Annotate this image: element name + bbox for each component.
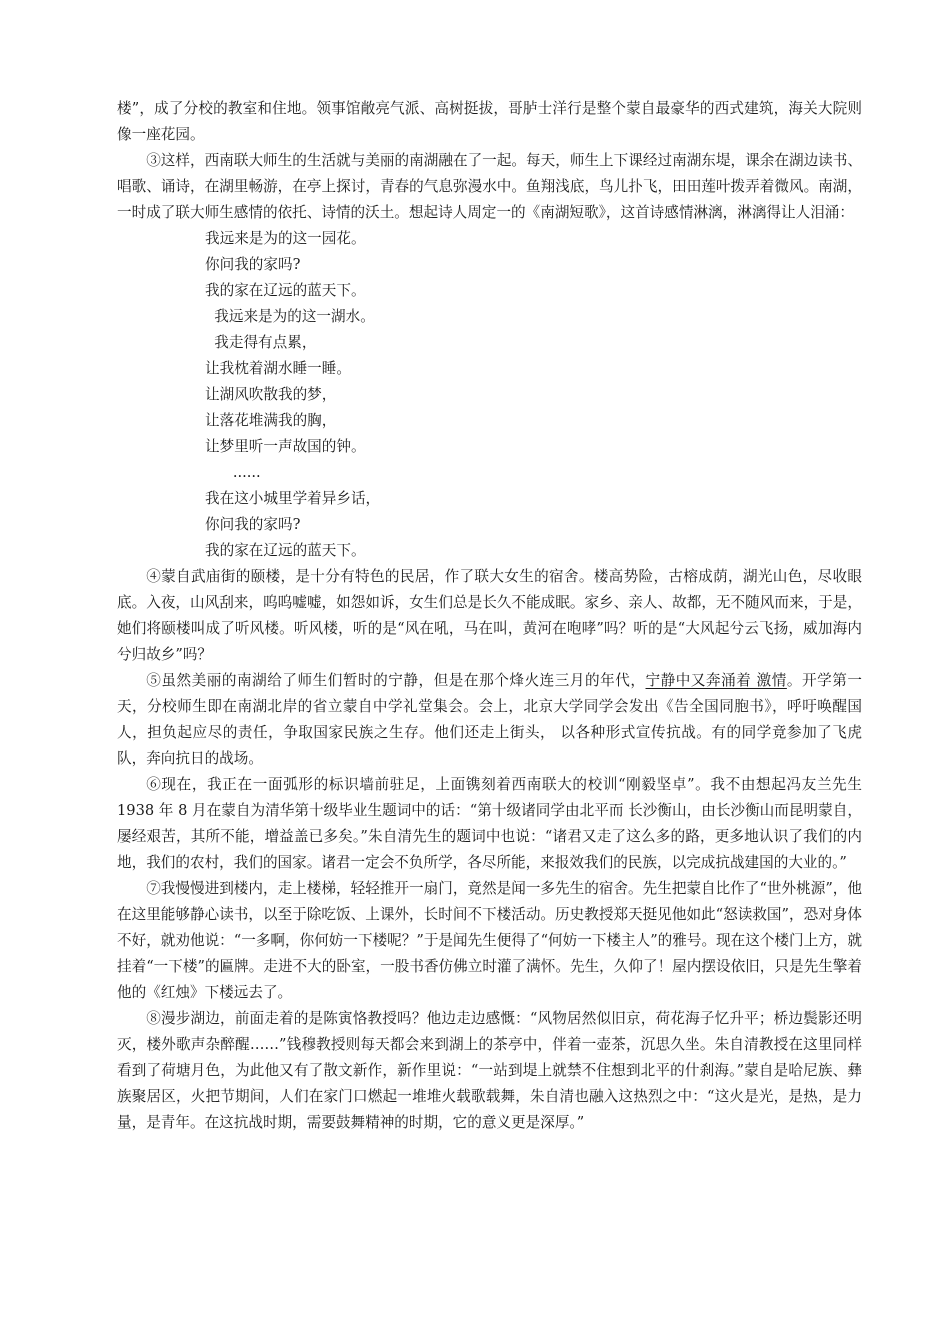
poem-ellipsis: ...... — [205, 464, 261, 481]
underlined-phrase: 宁静中又奔涌着 激情 — [645, 672, 787, 689]
poem-line: 我远来是为的这一湖水。 — [205, 308, 375, 325]
poem-nanhu-duange — [117, 226, 862, 564]
poem-line: 我的家在辽远的蓝天下。 — [205, 282, 366, 299]
poem-line: 让湖风吹散我的梦， — [205, 386, 337, 403]
poem-line: 我的家在辽远的蓝天下。 — [205, 542, 366, 559]
poem-line: 你问我的家吗? — [205, 516, 301, 533]
poem-line: 我远来是为的这一园花。 — [205, 230, 366, 247]
paragraph-7: ⑦我慢慢进到楼内，走上楼梯，轻轻推开一扇门，竟然是闻一多先生的宿舍。先生把蒙自比作了“世外桃源”，他在这里能够静心读书，以至于除吃饭、上课外，长时间不下楼活动。历史教授郑天挺见他如此“怒读救国”，恐对身体不好，就劝他说：“一多啊，你何妨一下楼呢？”于是闻先生便得了“何妨一下楼主人”的雅号。现在这个楼门上方，就挂着“一下楼”的匾牌。走进不大的卧室，一股书香仿佛立时灌了满怀。先生，久仰了！屋内摆设依旧，只是先生擎着他的《红烛》下楼远去了。 — [117, 880, 862, 1001]
poem-line: 我走得有点累， — [205, 334, 317, 351]
poem-line: 让梦里听一声故国的钟。 — [205, 438, 366, 455]
paragraph-5 — [117, 668, 862, 772]
paragraph-4: ④蒙自武庙街的颐楼，是十分有特色的民居，作了联大女生的宿舍。楼高势险，古榕成荫，湖光山色，尽收眼底。入夜，山风刮来，呜呜嘘嘘，如怨如诉，女生们总是长久不能成眠。家乡、亲人、故都，无不随风而来，于是，她们将颐楼叫成了听风楼。听风楼，听的是“风在吼，马在叫，黄河在咆哮”吗？听的是“大风起兮云飞扬，威加海内兮归故乡”吗？ — [117, 568, 862, 663]
paragraph-6: ⑥现在，我正在一面弧形的标识墙前驻足，上面镌刻着西南联大的校训“刚毅坚卓”。我不由想起冯友兰先生 1938 年 8 月在蒙自为清华第十级毕业生题词中的话：“第十级诸同学由北平而 长沙衡山，由长沙衡山而昆明蒙自，屡经艰苦，其所不能，增益盖已多矣。”朱自清先生的题词中也说：“诸君又走了这么多的路，更多地认识了我们的内地，我们的农村，我们的国家。诸君一定会不负所学，各尽所能，来报效我们的民族，以完成抗战建国的大业的。” — [117, 776, 862, 871]
paragraph-8: ⑧漫步湖边，前面走着的是陈寅恪教授吗？他边走边感慨：“风物居然似旧京，荷花海子忆升平；桥边鬓影还明灭，楼外歌声杂醉醒……”钱穆教授则每天都会来到湖上的茶亭中，伴着一壶茶，沉思久坐。朱自清教授在这里同样看到了荷塘月色，为此他又有了散文新作，新作里说：“一站到堤上就禁不住想到北平的什刹海。”蒙自是哈尼族、彝族聚居区，火把节期间，人们在家门口燃起一堆堆火载歌载舞，朱自清也融入这热烈之中：“这火是光，是热，是力量，是青年。在这抗战时期，需要鼓舞精神的时期，它的意义更是深厚。” — [117, 1010, 862, 1131]
paragraph-5-part-b: 。开学第一天，分校师生即在南湖北岸的省立蒙自中学礼堂集会。会上，北京大学同学会发出《告全国同胞书》，呼吁唤醒国人，担负起应尽的责任，争取国家民族之生存。他们还走上街头， 以各种形式宣传抗战。有的同学竟参加了飞虎队，奔向抗日的战场。 — [117, 672, 862, 767]
article-page — [117, 96, 862, 1136]
poem-line: 让我枕着湖水睡一睡。 — [205, 360, 351, 377]
poem-line: 你问我的家吗? — [205, 256, 301, 273]
poem-line: 我在这小城里学着异乡话， — [205, 490, 381, 507]
paragraph-continued: 楼”，成了分校的教室和住地。领事馆敞亮气派、高树挺拔，哥胪士洋行是整个蒙自最豪华的西式建筑，海关大院则像一座花园。 — [117, 100, 862, 143]
paragraph-3: ③这样，西南联大师生的生活就与美丽的南湖融在了一起。每天，师生上下课经过南湖东堤，课余在湖边读书、唱歌、诵诗，在湖里畅游，在亭上探讨，青春的气息弥漫水中。鱼翔浅底，鸟儿扑飞，田田莲叶拨弄着微风。南湖，一时成了联大师生感情的依托、诗情的沃土。想起诗人周定一的《南湖短歌》，这首诗感情淋漓，淋漓得让人泪涌： — [117, 152, 862, 221]
paragraph-5-part-a: ⑤虽然美丽的南湖给了师生们暂时的宁静，但是在那个烽火连三月的年代， — [146, 672, 646, 689]
poem-line: 让落花堆满我的胸， — [205, 412, 337, 429]
